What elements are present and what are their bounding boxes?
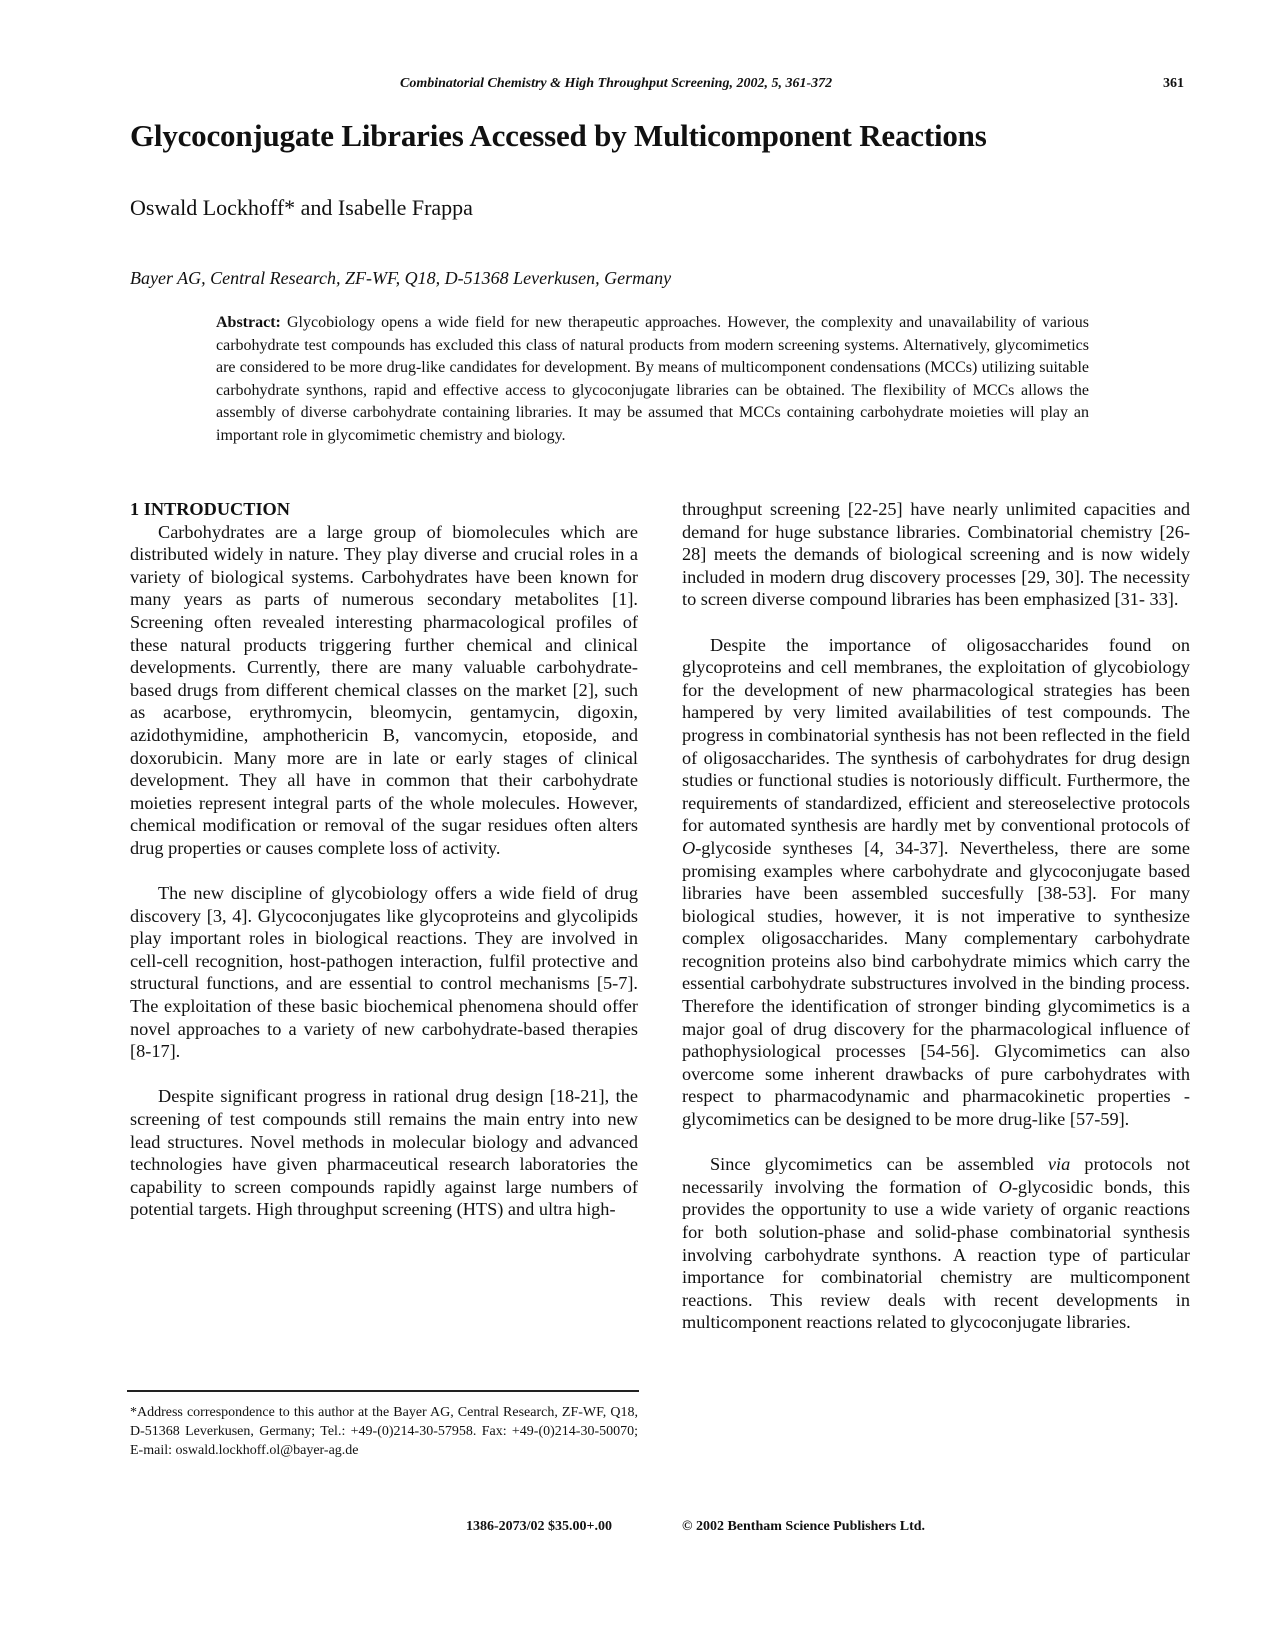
abstract — [216, 312, 1089, 448]
paper-title: Glycoconjugate Libraries Accessed by Multicomponent Reactions — [130, 118, 987, 153]
right-column — [682, 498, 1190, 1334]
right-p2-italic: O — [682, 837, 696, 858]
abstract-label: Abstract: — [216, 314, 281, 331]
authors: Oswald Lockhoff* and Isabelle Frappa — [130, 195, 473, 220]
footnote-divider — [127, 1390, 639, 1392]
correspondence-footnote: *Address correspondence to this author at the Bayer AG, Central Research, ZF-WF, Q18, D-51368 Leverkusen, Germany; Tel.: +49-(0)214-30-57958. Fax: +49-(0)214-30-50070; E-mail: oswald.lockhoff.ol@bayer-ag.de — [130, 1405, 638, 1458]
journal-header: Combinatorial Chemistry & High Throughput Screening, 2002, 5, 361-372 — [400, 76, 833, 91]
right-p3-part-b: protocols not necessarily involving the formation of — [682, 1154, 1190, 1197]
right-p3-part-a: Since glycomimetics can be assembled — [710, 1154, 1048, 1175]
affiliation: Bayer AG, Central Research, ZF-WF, Q18, D-51368 Leverkusen, Germany — [130, 268, 672, 288]
abstract-text: Glycobiology opens a wide field for new therapeutic approaches. However, the complexity and unavailability of various carbohydrate test compounds has excluded this class of natural products from modern screening systems. Alternatively, glycomimetics are considered to be more drug-like candidates for development. By means of multicomponent condensations (MCCs) utilizing suitable carbohydrate synthons, rapid and effective access to glycoconjugate libraries can be obtained. The flexibility of MCCs allows the assembly of diverse carbohydrate containing libraries. It may be assumed that MCCs containing carbohydrate moieties will play an important role in glycomimetic chemistry and biology. — [216, 314, 1089, 444]
right-p3-italic-via: via — [1047, 1154, 1071, 1175]
page-number: 361 — [1163, 76, 1184, 91]
right-p3-italic-o: O — [998, 1176, 1012, 1197]
right-paragraph-3 — [682, 1153, 1190, 1334]
copyright: © 2002 Bentham Science Publishers Ltd. — [682, 1519, 926, 1534]
left-paragraph-1: Carbohydrates are a large group of biomolecules which are distributed widely in nature. They play diverse and crucial roles in a variety of biological systems. Carbohydrates have been known for many years as parts of numerous secondary metabolites [1]. Screening often revealed interesting pharmacological profiles of these natural products triggering further chemical and clinical developments. Currently, there are many valuable carbohydrate-based drugs from different chemical classes on the market [2], such as acarbose, erythromycin, bleomycin, gentamycin, digoxin, azidothymidine, amphothericin B, vancomycin, etoposide, and doxorubicin. Many more are in late or early stages of clinical development. They all have in common that their carbohydrate moieties represent integral parts of the whole molecules. However, chemical modification or removal of the sugar residues often alters drug properties or causes complete loss of activity. — [130, 521, 638, 858]
right-p3-part-c: -glycosidic bonds, this provides the opportunity to use a wide variety of organic reactions for both solution-phase and solid-phase combinatorial synthesis involving carbohydrate synthons. A reaction type of particular importance for combinatorial chemistry are multicomponent reactions. This review deals with recent developments in multicomponent reactions related to glycoconjugate libraries. — [682, 1176, 1191, 1333]
left-paragraph-3: Despite significant progress in rational drug design [18-21], the screening of test compounds still remains the main entry into new lead structures. Novel methods in molecular biology and advanced technologies have given pharmaceutical research laboratories the capability to screen compounds rapidly against large numbers of potential targets. High throughput screening (HTS) and ultra high- — [130, 1086, 638, 1220]
right-paragraph-1: throughput screening [22-25] have nearly unlimited capacities and demand for huge substance libraries. Combinatorial chemistry [26-28] meets the demands of biological screening and is now widely included in modern drug discovery processes [29, 30]. The necessity to screen diverse compound libraries has been emphasized [31- 33]. — [682, 499, 1190, 610]
left-column — [130, 498, 638, 1221]
left-paragraph-2: The new discipline of glycobiology offers a wide field of drug discovery [3, 4]. Glycoconjugates like glycoproteins and glycolipids play important roles in biological reactions. They are involved in cell-cell recognition, host-pathogen interaction, fulfil protective and structural functions, and are essential to control mechanisms [5-7]. The exploitation of these basic biochemical phenomena should offer novel approaches to a variety of new carbohydrate-based therapies [8-17]. — [130, 883, 638, 1062]
section-heading: 1 INTRODUCTION — [130, 499, 290, 519]
right-p2-part-b: -glycoside syntheses [4, 34-37]. Nevertheless, there are some promising examples where carbohydrate and glycoconjugate based libraries have been assembled succesfully [38-53]. For many biological studies, however, it is not imperative to synthesize complex oligosaccharides. Many complementary carbohydrate recognition proteins also bind carbohydrate mimics which carry the essential carbohydrate substructures involved in the binding process. Therefore the identification of stronger binding glycomimetics is a major goal of drug discovery for the pharmacological influence of pathophysiological processes [54-56]. Glycomimetics can also overcome some inherent drawbacks of pure carbohydrates with respect to pharmacodynamic and pharmacokinetic properties - glycomimetics can be designed to be more drug-like [57-59]. — [682, 837, 1190, 1130]
right-paragraph-2 — [682, 634, 1190, 1131]
issn-price: 1386-2073/02 $35.00+.00 — [466, 1519, 613, 1534]
right-p2-part-a: Despite the importance of oligosaccharides found on glycoproteins and cell membranes, the exploitation of glycobiology for the development of new pharmacological strategies has been hampered by very limited availabilities of test compounds. The progress in combinatorial synthesis has not been reflected in the field of oligosaccharides. The synthesis of carbohydrates for drug design studies or functional studies is notoriously difficult. Furthermore, the requirements of standardized, efficient and stereoselective protocols for automated synthesis are hardly met by conventional protocols of — [682, 634, 1190, 836]
